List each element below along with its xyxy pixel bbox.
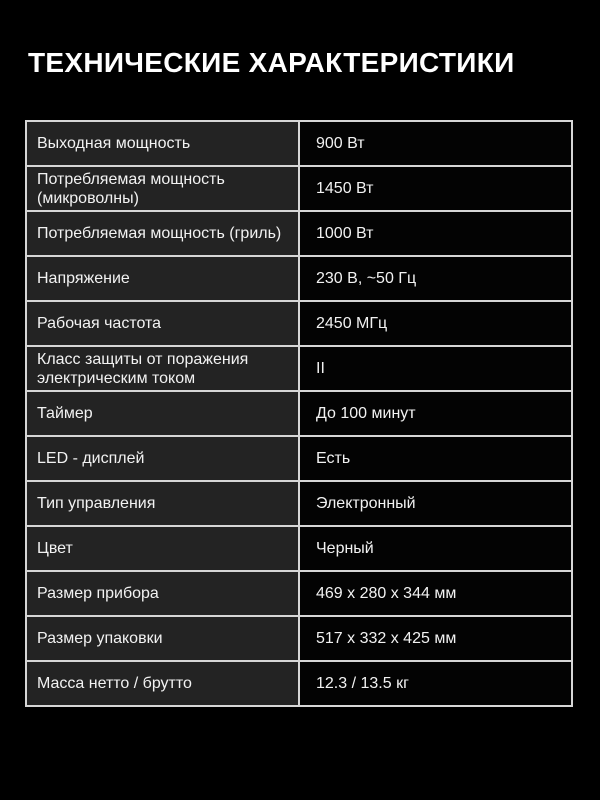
spec-value-cell: До 100 минут bbox=[300, 392, 571, 435]
table-row bbox=[27, 392, 571, 437]
spec-value-cell: Черный bbox=[300, 527, 571, 570]
spec-value-cell: 900 Вт bbox=[300, 122, 571, 165]
table-row bbox=[27, 122, 571, 167]
spec-label-cell: Масса нетто / брутто bbox=[27, 662, 300, 705]
spec-label-cell: Потребляемая мощность (гриль) bbox=[27, 212, 300, 255]
spec-value-cell: II bbox=[300, 347, 571, 390]
spec-label-cell: Выходная мощность bbox=[27, 122, 300, 165]
spec-label-cell: Рабочая частота bbox=[27, 302, 300, 345]
spec-label-cell: Таймер bbox=[27, 392, 300, 435]
spec-value-cell: 1450 Вт bbox=[300, 167, 571, 210]
spec-label-cell: Цвет bbox=[27, 527, 300, 570]
table-row bbox=[27, 167, 571, 212]
spec-label-cell: LED - дисплей bbox=[27, 437, 300, 480]
spec-value-cell: 230 В, ~50 Гц bbox=[300, 257, 571, 300]
spec-label-cell: Тип управления bbox=[27, 482, 300, 525]
table-row bbox=[27, 302, 571, 347]
table-row bbox=[27, 347, 571, 392]
spec-label-cell: Напряжение bbox=[27, 257, 300, 300]
table-row bbox=[27, 257, 571, 302]
page-title: ТЕХНИЧЕСКИЕ ХАРАКТЕРИСТИКИ bbox=[28, 47, 515, 78]
spec-value-cell: 2450 МГц bbox=[300, 302, 571, 345]
spec-label-cell: Размер упаковки bbox=[27, 617, 300, 660]
table-row bbox=[27, 662, 571, 707]
spec-value-cell: Электронный bbox=[300, 482, 571, 525]
spec-label-cell: Размер прибора bbox=[27, 572, 300, 615]
spec-label-cell: Класс защиты от поражения электрическим током bbox=[27, 347, 300, 390]
spec-value-cell: 12.3 / 13.5 кг bbox=[300, 662, 571, 705]
spec-value-cell: 469 x 280 x 344 мм bbox=[300, 572, 571, 615]
spec-value-cell: Есть bbox=[300, 437, 571, 480]
table-row bbox=[27, 527, 571, 572]
table-row bbox=[27, 482, 571, 527]
spec-value-cell: 1000 Вт bbox=[300, 212, 571, 255]
spec-label-cell: Потребляемая мощность (микроволны) bbox=[27, 167, 300, 210]
table-row bbox=[27, 212, 571, 257]
spec-table bbox=[25, 120, 573, 707]
table-row bbox=[27, 572, 571, 617]
spec-value-cell: 517 x 332 x 425 мм bbox=[300, 617, 571, 660]
table-row bbox=[27, 617, 571, 662]
table-row bbox=[27, 437, 571, 482]
